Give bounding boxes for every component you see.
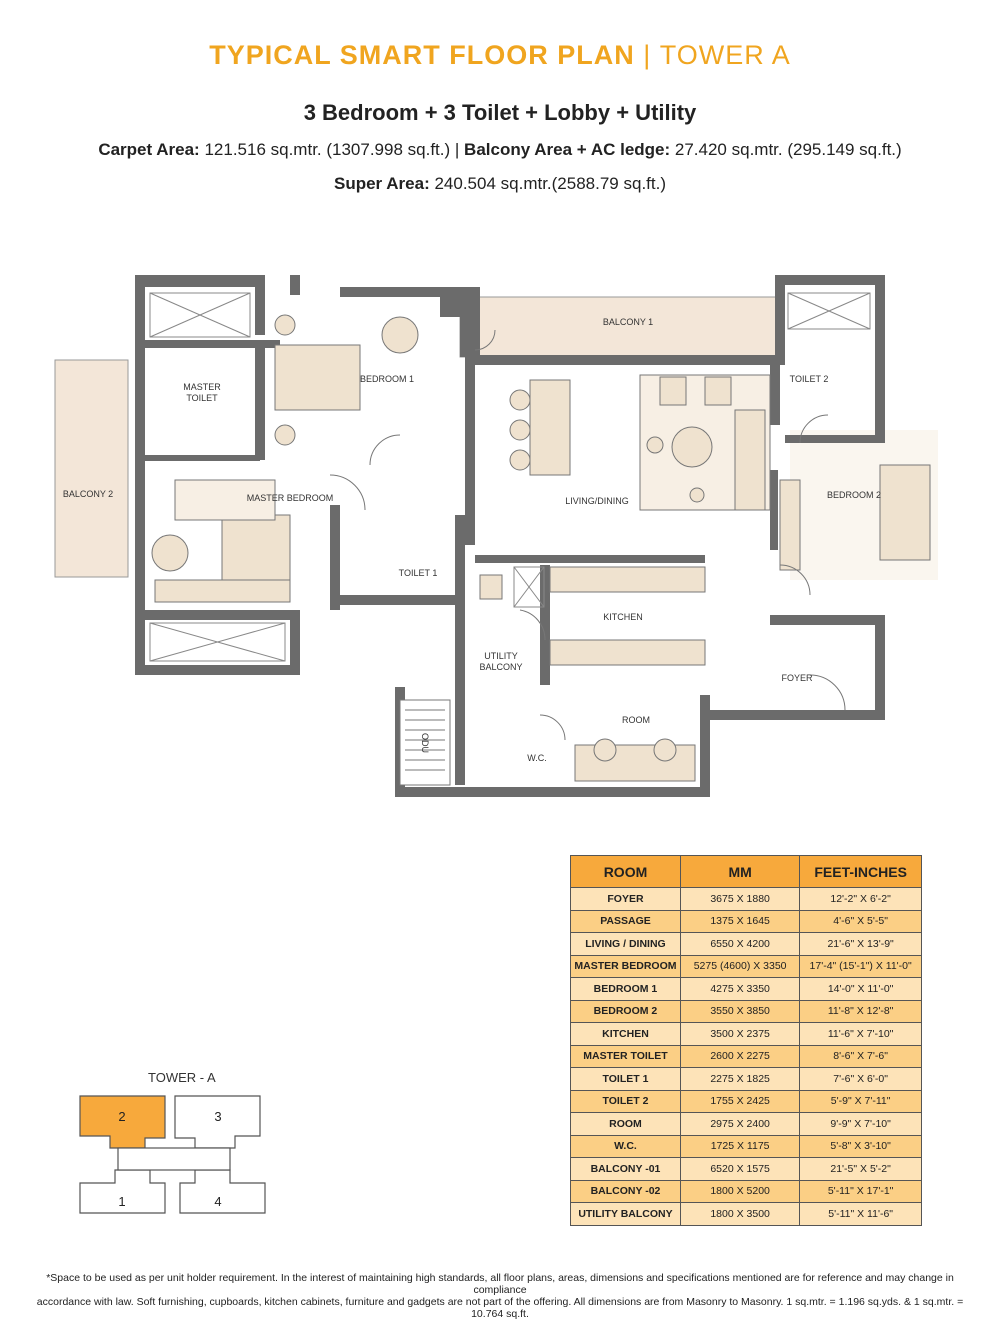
cell-feet: 14'-0" X 11'-0": [800, 978, 922, 1001]
cell-feet: 21'-6" X 13'-9": [800, 933, 922, 956]
balcony-area-value: 27.420 sq.mtr. (295.149 sq.ft.): [674, 140, 902, 159]
cell-mm: 1375 X 1645: [680, 910, 799, 933]
label-balcony-2: BALCONY 2: [62, 489, 114, 499]
key-plan: [70, 1088, 290, 1228]
label-utility-2: BALCONY: [479, 662, 523, 672]
cell-feet: 5'-8" X 3'-10": [800, 1135, 922, 1158]
label-foyer: FOYER: [781, 673, 813, 683]
room-dimensions-table: [570, 855, 922, 1226]
cell-feet: 9'-9" X 7'-10": [800, 1113, 922, 1136]
table-row: [571, 1158, 922, 1181]
cell-mm: 4275 X 3350: [680, 978, 799, 1001]
key-label-2: 2: [118, 1109, 126, 1124]
unit-configuration: 3 Bedroom + 3 Toilet + Lobby + Utility: [303, 100, 697, 125]
table-row: [571, 1203, 922, 1226]
cell-room: MASTER TOILET: [571, 1045, 681, 1068]
area-line-2: [0, 174, 1000, 194]
cell-room: LIVING / DINING: [571, 933, 681, 956]
table-row: [571, 955, 922, 978]
table-row: [571, 1180, 922, 1203]
table-row: [571, 910, 922, 933]
label-bedroom-2: BEDROOM 2: [826, 490, 882, 500]
cell-mm: 2975 X 2400: [680, 1113, 799, 1136]
cell-feet: 17'-4" (15'-1") X 11'-0": [800, 955, 922, 978]
key-core: [118, 1148, 230, 1170]
balcony-2-floor: [55, 360, 128, 577]
cell-feet: 12'-2" X 6'-2": [800, 888, 922, 911]
label-toilet-1: TOILET 1: [398, 568, 438, 578]
disclaimer: [20, 1272, 980, 1320]
key-label-1: 1: [118, 1194, 126, 1209]
label-master-bedroom: MASTER BEDROOM: [246, 493, 334, 503]
cell-feet: 7'-6" X 6'-0": [800, 1068, 922, 1091]
label-toilet-2: TOILET 2: [789, 374, 829, 384]
title-separator: |: [643, 40, 652, 70]
carpet-area-value: 121.516 sq.mtr. (1307.998 sq.ft.): [204, 140, 451, 159]
label-master-toilet-1: MASTER: [183, 382, 221, 392]
cell-room: BEDROOM 1: [571, 978, 681, 1001]
super-area-value: 240.504 sq.mtr.(2588.79 sq.ft.): [434, 174, 666, 193]
cell-room: BEDROOM 2: [571, 1000, 681, 1023]
cell-feet: 11'-8" X 12'-8": [800, 1000, 922, 1023]
area-separator: |: [454, 140, 460, 159]
table-row: [571, 978, 922, 1001]
column-header-mm: MM: [680, 856, 799, 888]
cell-mm: 3675 X 1880: [680, 888, 799, 911]
cell-feet: 11'-6" X 7'-10": [800, 1023, 922, 1046]
cell-room: W.C.: [571, 1135, 681, 1158]
cell-room: MASTER BEDROOM: [571, 955, 681, 978]
key-unit-4: [180, 1170, 265, 1213]
table-row: [571, 1090, 922, 1113]
cell-mm: 3500 X 2375: [680, 1023, 799, 1046]
title-tower: TOWER A: [659, 40, 791, 70]
super-area-label: Super Area:: [334, 174, 430, 193]
cell-feet: 5'-11" X 11'-6": [800, 1203, 922, 1226]
floor-plan: [0, 255, 1000, 815]
cell-mm: 6520 X 1575: [680, 1158, 799, 1181]
column-header-feet-inches: FEET-INCHES: [800, 856, 922, 888]
cell-feet: 4'-6" X 5'-5": [800, 910, 922, 933]
table-row: [571, 1068, 922, 1091]
table-row: [571, 1113, 922, 1136]
label-living-dining: LIVING/DINING: [565, 496, 629, 506]
table-row: [571, 1045, 922, 1068]
cell-mm: 1800 X 5200: [680, 1180, 799, 1203]
cell-feet: 5'-11" X 17'-1": [800, 1180, 922, 1203]
table-row: [571, 888, 922, 911]
cell-feet: 21'-5" X 5'-2": [800, 1158, 922, 1181]
table-row: [571, 1135, 922, 1158]
label-master-toilet-2: TOILET: [186, 393, 218, 403]
column-header-room: ROOM: [571, 856, 681, 888]
label-bedroom-1: BEDROOM 1: [359, 374, 415, 384]
cell-mm: 1755 X 2425: [680, 1090, 799, 1113]
key-label-3: 3: [214, 1109, 222, 1124]
cell-feet: 8'-6" X 7'-6": [800, 1045, 922, 1068]
table-row: [571, 1000, 922, 1023]
balcony-area-label: Balcony Area + AC ledge:: [464, 140, 671, 159]
cell-room: PASSAGE: [571, 910, 681, 933]
key-plan-title: TOWER - A: [148, 1070, 216, 1085]
label-odu: ODU: [420, 733, 430, 753]
area-line-1: [0, 140, 1000, 160]
cell-room: TOILET 1: [571, 1068, 681, 1091]
cell-room: ROOM: [571, 1113, 681, 1136]
table-header-row: [571, 856, 922, 888]
cell-room: FOYER: [571, 888, 681, 911]
cell-room: TOILET 2: [571, 1090, 681, 1113]
label-balcony-1: BALCONY 1: [602, 317, 654, 327]
table-row: [571, 1023, 922, 1046]
cell-mm: 1800 X 3500: [680, 1203, 799, 1226]
label-utility-1: UTILITY: [484, 651, 518, 661]
carpet-area-label: Carpet Area:: [98, 140, 200, 159]
label-wc: W.C.: [527, 753, 547, 763]
disclaimer-line-2: accordance with law. Soft furnishing, cupboards, kitchen cabinets, furniture and gadgets are not part of the offering. All dimensions are from Masonry to Masonry. 1 sq.mtr. = 1.196 sq.yds. & 1 sq.mtr. = 10.764 sq.ft.: [36, 1296, 964, 1320]
page-title: [0, 40, 1000, 71]
cell-mm: 2600 X 2275: [680, 1045, 799, 1068]
cell-room: BALCONY -01: [571, 1158, 681, 1181]
disclaimer-line-1: *Space to be used as per unit holder requirement. In the interest of maintaining high standards, all floor plans, areas, dimensions and specifications mentioned are for reference and may change in compliance: [46, 1272, 954, 1296]
cell-feet: 5'-9" X 7'-11": [800, 1090, 922, 1113]
title-main: TYPICAL SMART FLOOR PLAN: [209, 40, 635, 70]
key-label-4: 4: [214, 1194, 222, 1209]
cell-room: BALCONY -02: [571, 1180, 681, 1203]
cell-mm: 5275 (4600) X 3350: [680, 955, 799, 978]
cell-mm: 6550 X 4200: [680, 933, 799, 956]
label-kitchen: KITCHEN: [603, 612, 643, 622]
cell-mm: 3550 X 3850: [680, 1000, 799, 1023]
cell-mm: 2275 X 1825: [680, 1068, 799, 1091]
cell-room: KITCHEN: [571, 1023, 681, 1046]
label-room: ROOM: [622, 715, 650, 725]
balcony-1-floor: [460, 297, 780, 357]
table-row: [571, 933, 922, 956]
cell-mm: 1725 X 1175: [680, 1135, 799, 1158]
cell-room: UTILITY BALCONY: [571, 1203, 681, 1226]
